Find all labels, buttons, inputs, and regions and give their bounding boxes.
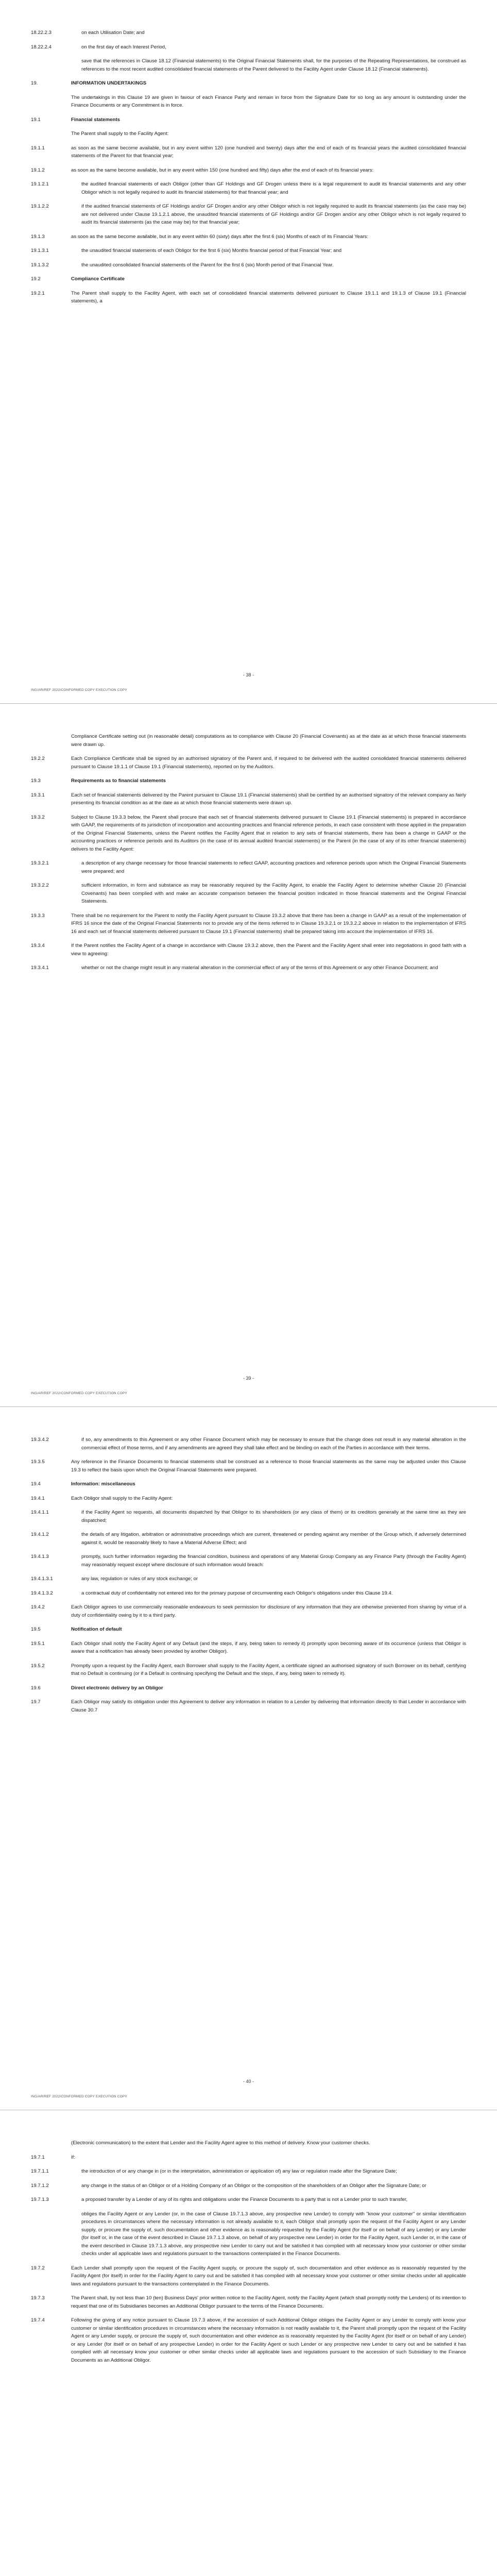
clause-text: Direct electronic delivery by an Obligor xyxy=(71,1685,163,1691)
clause xyxy=(31,290,466,306)
document-page xyxy=(0,703,497,1406)
footer-reference: ING/AR/REF 2022/CONFORMED COPY EXECUTION COPY xyxy=(31,2095,127,2098)
clause-number: 19.3.4 xyxy=(31,943,45,948)
clause xyxy=(31,94,466,110)
clause-number: 19.3.2 xyxy=(31,814,45,820)
clause-number: 19.4.2 xyxy=(31,1604,45,1610)
clause-text: sufficient information, in form and substance as may be reasonably required by the Facility Agent, to enable the Facility Agent to determine whether Clause 20 (Financial Covenants) has been complied with and make an accurate comparison between the financial position indicated in those financial statements and the Original Financial Statements. xyxy=(81,883,466,904)
clause-text: save that the references in Clause 18.12 (Financial statements) to the Original Financial Statements shall, for the purposes of the Repeating Representations, be construed as references to the most recent audited consolidated financial statements of the Parent delivered to the Facility Agent under Clause 18.12 (Financial statements). xyxy=(81,58,466,72)
clause-text: a contractual duty of confidentiality not entered into for the primary purpose of circumventing each Obligor's obligations under this Clause 19.4. xyxy=(81,1590,393,1596)
clause xyxy=(31,261,466,269)
page-number: - 40 - xyxy=(243,2079,254,2084)
clause-text: if so, any amendments to this Agreement or any other Finance Document which may be necessary to ensure that the change does not result in any material alteration in the commercial effect of those terms, and if any amendments are agreed they shall take effect and be binding on each of the Parties in accordance with their terms. xyxy=(81,1437,466,1451)
clause-number: 19.7.2 xyxy=(31,2265,45,2271)
clause-number: 19.5.1 xyxy=(31,1640,45,1647)
clause-number: 18.22.2.4 xyxy=(31,44,52,50)
clause xyxy=(31,2196,466,2204)
clause-number: 19.4.1.3.2 xyxy=(31,1590,53,1596)
clause-number: 19. xyxy=(31,80,38,86)
clause-text: If: xyxy=(71,2154,75,2160)
clause-text: the introduction of or any change in (or in the interpretation, administration or application of) any law or regulation made after the Signature Date; xyxy=(81,2168,397,2174)
clause-text: the unaudited financial statements of each Obligor for the first 6 (six) Months financial period of that Financial Year; and xyxy=(81,248,342,253)
clause xyxy=(31,1436,466,1452)
clause xyxy=(31,180,466,196)
clause-heading xyxy=(31,1684,466,1692)
clause-number: 19.7 xyxy=(31,1699,41,1705)
footer-reference: ING/AR/REF 2022/CONFORMED COPY EXECUTION COPY xyxy=(31,1392,127,1395)
clause-text: Following the giving of any notice pursuant to Clause 19.7.3 above, if the accession of such Additional Obligor obliges the Facility Agent or any Lender to comply with know your customer or similar identification procedures in circumstances where the necessary information is not readily available to it, the Parent shall promptly upon the request of the Facility Agent or any Lender supply, or procure the supply of, such documentation and other evidence as is reasonably requested by the Facility Agent (for itself or on behalf of any Lender) or any Lender (for itself or on behalf of any prospective Lender) in order for the Facility Agent or such Lender or any prospective new Lender to carry out and be satisfied it has complied with all necessary know your customer or other similar checks under all applicable laws and regulations pursuant to the accession of such Subsidiary to the Finance Documents as an Additional Obligor. xyxy=(71,2317,466,2363)
clause-text: a description of any change necessary for those financial statements to reflect GAAP, accounting practices and reference periods upon which the Original Financial Statements were prepared; and xyxy=(81,860,466,874)
clause-text: Promptly upon a request by the Facility Agent, each Borrower shall supply to the Facility Agent, a certificate signed an authorised signatory of such Borrower on its behalf, certifying that no Default is continuing (or if a Default is continuing specifying the Default and the steps, if any, being taken to remedy it). xyxy=(71,1663,466,1676)
clause-text: promptly, such further information regarding the financial condition, business and operations of any Material Group Company as any Finance Party (through the Facility Agent) may reasonably request except where disclosure of such information would breach: xyxy=(81,1554,466,1568)
clause-number: 19.4 xyxy=(31,1481,41,1487)
clause-number: 19.4.1.3.1 xyxy=(31,1576,53,1582)
clause-text: There shall be no requirement for the Parent to notify the Facility Agent pursuant to Clause 19.3.2 above that there has been a change in GAAP as a result of the implementation of IFRS 16 since the date of the Original Financial Statements nor to provide any of the items referred to in Clause 19.3.2.1 or 19.3.2.2 above in relation to the implementation of IFRS 16 and each set of financial statements delivered pursuant to Clause 19.1 (Financial statements) shall be prepared taking into account the implementation of IFRS 16. xyxy=(71,912,466,935)
clause xyxy=(31,57,466,73)
clause xyxy=(31,2210,466,2258)
clause xyxy=(31,247,466,255)
clause-number: 19.1.3.1 xyxy=(31,248,49,253)
clause xyxy=(31,202,466,227)
clause-number: 19.4.1.1 xyxy=(31,1510,49,1515)
clause xyxy=(31,1698,466,1714)
clause xyxy=(31,859,466,875)
clause xyxy=(31,1553,466,1569)
clause xyxy=(31,2264,466,2289)
clause xyxy=(31,964,466,972)
clause xyxy=(31,1640,466,1656)
clause-text: on the first day of each Interest Period, xyxy=(81,44,166,50)
clause-number: 19.1.1 xyxy=(31,145,45,151)
clause-number: 19.3.2.1 xyxy=(31,860,49,866)
clause-text: The Parent shall, by not less than 10 (ten) Business Days' prior written notice to the Facility Agent, notify the Facility Agent (which shall promptly notify the Lenders) of its intention to request that one of its Subsidiaries becomes an Additional Obligor pursuant to the terms of the Finance Documents. xyxy=(71,2295,466,2309)
clause-text: Requirements as to financial statements xyxy=(71,778,166,784)
clause xyxy=(31,2154,466,2162)
clause-text: INFORMATION UNDERTAKINGS xyxy=(71,80,147,86)
clause-number: 19.7.4 xyxy=(31,2317,45,2323)
clause xyxy=(31,130,466,138)
clause xyxy=(31,1509,466,1524)
clause xyxy=(31,43,466,52)
clause xyxy=(31,1662,466,1678)
clause xyxy=(31,166,466,175)
page-number: - 39 - xyxy=(243,1376,254,1381)
clause xyxy=(31,144,466,160)
clause-number: 19.5.2 xyxy=(31,1663,45,1669)
clause xyxy=(31,1495,466,1503)
clause xyxy=(31,233,466,241)
clause-heading xyxy=(31,1480,466,1488)
clause-text: Information: miscellaneous xyxy=(71,1481,135,1487)
clause-number: 19.3.2.2 xyxy=(31,883,49,888)
clause xyxy=(31,882,466,906)
clause-number: 19.2.2 xyxy=(31,756,45,761)
clause-text: Each Lender shall promptly upon the request of the Facility Agent supply, or procure the supply of, such documentation and other evidence as is reasonably requested by the Facility Agent (for itself) in order for the Facility Agent to carry out and be satisfied it has complied with all necessary know your customer or other similar checks under all applicable laws and regulations pursuant to the transactions contemplated in the Finance Documents. xyxy=(71,2265,466,2287)
clause-number: 19.1.3.2 xyxy=(31,262,49,268)
clause-number: 19.1.2.2 xyxy=(31,204,49,209)
clause-number: 19.7.1.1 xyxy=(31,2168,49,2174)
clause-number: 19.3.1 xyxy=(31,792,45,798)
clause-text: the unaudited consolidated financial statements of the Parent for the first 6 (six) Month period of that Financial Year. xyxy=(81,262,334,268)
clause-text: obliges the Facility Agent or any Lender (or, in the case of Clause 19.7.1.3 above, any prospective new Lender) to comply with "know your customer" or similar identification procedures in circumstances where the necessary information is not already available to it, each Obligor shall promptly upon the request of the Facility Agent or any Lender supply, or procure the supply of, such documentation and other evidence as is reasonably requested by the Facility Agent (for itself or on behalf of any Lender) or any Lender (for itself or, in the case of the event described in Clause 19.7.1.3 above, on behalf of any prospective new Lender) in order for the Facility Agent, such Lender or, in the case of the event described in Clause 19.7.1.3 above, any prospective new Lender to carry out and be satisfied it has complied with all necessary know your customer or other similar checks under all applicable laws and regulations pursuant to the transactions contemplated in the Finance Documents. xyxy=(81,2211,466,2257)
clause xyxy=(31,2316,466,2364)
clause-text: if the Facility Agent so requests, all documents dispatched by that Obligor to its shareholders (or any class of them) or its creditors generally at the same time as they are dispatched; xyxy=(81,1510,466,1523)
clause-number: 19.3.5 xyxy=(31,1459,45,1465)
clause-number: 19.1 xyxy=(31,116,41,123)
clause-text: on each Utilisation Date; and xyxy=(81,30,145,36)
clause-heading xyxy=(31,116,466,124)
clause-number: 19.3 xyxy=(31,778,41,784)
clause-text: The Parent shall supply to the Facility Agent, with each set of consolidated financial statements delivered pursuant to Clause 19.1.1 and 19.1.3 of Clause 19.1 (Financial statements), a xyxy=(71,290,466,304)
clause xyxy=(31,2294,466,2310)
clause-text: as soon as the same become available, but in any event within 120 (one hundred and twenty) days after the end of each of its financial years the audited consolidated financial statements of the Parent for that financial year; xyxy=(71,145,466,159)
clause-number: 19.4.1.2 xyxy=(31,1532,49,1537)
clause-text: the audited financial statements of each Obligor (other than GF Holdings and GF Drogen unless there is a legal requirement to audit its financial statements and any other Obligor which is not legally required to audit its financial statements) for that financial year; and xyxy=(81,181,466,195)
clause xyxy=(31,912,466,936)
document-page xyxy=(0,1406,497,2110)
clause-heading xyxy=(31,275,466,283)
clause xyxy=(31,1458,466,1474)
clause xyxy=(31,1589,466,1598)
clause-number: 19.1.3 xyxy=(31,233,45,240)
clause xyxy=(31,1531,466,1547)
clause-number: 19.6 xyxy=(31,1685,41,1691)
footer-reference: ING/AR/REF 2022/CONFORMED COPY EXECUTION COPY xyxy=(31,688,127,692)
clause-number: 19.7.1 xyxy=(31,2154,45,2160)
clause-text: Each set of financial statements delivered by the Parent pursuant to Clause 19.1 (Financial statements) shall be certified by an authorised signatory of the relevant company as fairly presenting its financial condition as at the date as at which those financial statements were drawn up. xyxy=(71,792,466,806)
clause-text: if the audited financial statements of GF Holdings and/or GF Drogen and/or any other Obligor which is not legally required to audit its financial statements (as the case may be) are not delivered under Clause 19.1.2.1 above, the unaudited financial statements of GF Holdings and/or GF Drogen and/or any other Obligor which is not legally required to audit its financial statements (as the case may be) for that financial year; xyxy=(81,204,466,225)
clause-text: any law, regulation or rules of any stock exchange; or xyxy=(81,1576,198,1582)
clause-text: Financial statements xyxy=(71,116,120,123)
clause xyxy=(31,755,466,771)
clause xyxy=(31,733,466,749)
clause-text: whether or not the change might result in any material alteration in the commercial effect of any of the terms of this Agreement or any other Finance Document; and xyxy=(81,965,438,971)
clause-text: as soon as the same become available, but in any event within 60 (sixty) days after the first 6 (six) Months of each of its Financial Years: xyxy=(71,233,368,240)
clause-number: 19.1.2.1 xyxy=(31,181,49,187)
clause-text: Compliance Certificate xyxy=(71,276,125,282)
clause-text: Notification of default xyxy=(71,1626,122,1632)
document-page xyxy=(0,0,497,703)
document-page xyxy=(0,2110,497,2576)
clause xyxy=(31,1603,466,1619)
clause-text: The undertakings in this Clause 19 are given in favour of each Finance Party and remain in force from the Signature Date for so long as any amount is outstanding under the Finance Documents or any Commitment is in force. xyxy=(71,94,466,108)
clause-text: Each Obligor shall supply to the Facility Agent: xyxy=(71,1495,173,1501)
clause-heading xyxy=(31,1625,466,1634)
clause-text: Subject to Clause 19.3.3 below, the Parent shall procure that each set of financial statements delivered pursuant to Clause 19.1 (Financial statements) is prepared in accordance with GAAP, the requirements of its jurisdiction of incorporation and accounting practices and financial reference periods, in each case consistent with those applied in the preparation of the Original Financial Statements, unless the Parent notifies the Facility Agent that in relation to any sets of financial statements, there has been a change in GAAP or the accounting practices or reference periods and its Auditors (in the case of its annual audited financial statements) or the Parent (in the case of any of its other financial statements) delivers to the Facility Agent: xyxy=(71,814,466,852)
clause xyxy=(31,814,466,854)
clause-heading xyxy=(31,777,466,785)
clause-text: Each Compliance Certificate shall be signed by an authorised signatory of the Parent and, if required to be delivered with the audited consolidated financial statements delivered pursuant to Clause 19.1.1 of Clause 19.1 (Financial statements), reported on by the Auditors. xyxy=(71,756,466,770)
clause-text: any change in the status of an Obligor or of a Holding Company of an Obligor or the composition of the shareholders of an Obligor after the Signature Date; or xyxy=(81,2182,426,2189)
clause-text: (Electronic communication) to the extent that Lender and the Facility Agent agree to this method of delivery. Know your customer checks. xyxy=(71,2140,370,2146)
clause-number: 19.7.1.2 xyxy=(31,2182,49,2189)
clause xyxy=(31,2182,466,2190)
page-number: - 38 - xyxy=(243,672,254,677)
clause xyxy=(31,942,466,958)
clause-number: 19.7.1.3 xyxy=(31,2197,49,2202)
clause xyxy=(31,29,466,37)
clause-text: If the Parent notifies the Facility Agent of a change in accordance with Clause 19.3.2 above, then the Parent and the Facility Agent shall enter into negotiations in good faith with a view to agreeing: xyxy=(71,943,466,957)
clause-number: 19.5 xyxy=(31,1626,41,1632)
clause-number: 19.2 xyxy=(31,276,41,282)
clause-heading xyxy=(31,79,466,88)
clause xyxy=(31,2139,466,2147)
clause-text: The Parent shall supply to the Facility Agent: xyxy=(71,131,169,137)
clause-number: 18.22.2.3 xyxy=(31,30,52,36)
clause-number: 19.4.1 xyxy=(31,1495,45,1501)
clause-text: Each Obligor may satisfy its obligation under this Agreement to deliver any information in relation to a Lender by delivering that information directly to that Lender in accordance with Clause 30.7 xyxy=(71,1699,466,1713)
clause-number: 19.3.3 xyxy=(31,912,45,919)
clause xyxy=(31,791,466,807)
clause xyxy=(31,2167,466,2176)
clause-number: 19.3.4.1 xyxy=(31,965,49,971)
clause-text: the details of any litigation, arbitration or administrative proceedings which are current, threatened or pending against any member of the Group which, if adversely determined against it, would be reasonably likely to have a Material Adverse Effect; and xyxy=(81,1532,466,1546)
clause-text: Compliance Certificate setting out (in reasonable detail) computations as to compliance with Clause 20 (Financial Covenants) as at the date as at which those financial statements were drawn up. xyxy=(71,734,466,748)
clause-number: 19.1.2 xyxy=(31,167,45,173)
clause-text: as soon as the same become available, but in any event within 150 (one hundred and fifty) days after the end of each of its financial years: xyxy=(71,167,374,173)
clause-text: a proposed transfer by a Lender of any of its rights and obligations under the Finance Documents to a party that is not a Lender prior to such transfer, xyxy=(81,2197,408,2202)
clause-number: 19.4.1.3 xyxy=(31,1554,49,1560)
clause-number: 19.7.3 xyxy=(31,2295,45,2301)
clause-text: Each Obligor shall notify the Facility Agent of any Default (and the steps, if any, being taken to remedy it) promptly upon becoming aware of its occurrence (unless that Obligor is aware that a notification has already been provided by another Obligor). xyxy=(71,1640,466,1654)
clause-text: Any reference in the Finance Documents to financial statements shall be construed as a reference to those financial statements as the same may be adjusted under this Clause 19.3 to reflect the basis upon which the Original Financial Statements were prepared. xyxy=(71,1459,466,1473)
clause-number: 19.3.4.2 xyxy=(31,1437,49,1443)
clause-text: Each Obligor agrees to use commercially reasonable endeavours to seek permission for disclosure of any information that they are otherwise prevented from sharing by virtue of a duty of confidentiality owing by it to a third party. xyxy=(71,1604,466,1618)
clause-number: 19.2.1 xyxy=(31,290,45,296)
clause xyxy=(31,1575,466,1583)
